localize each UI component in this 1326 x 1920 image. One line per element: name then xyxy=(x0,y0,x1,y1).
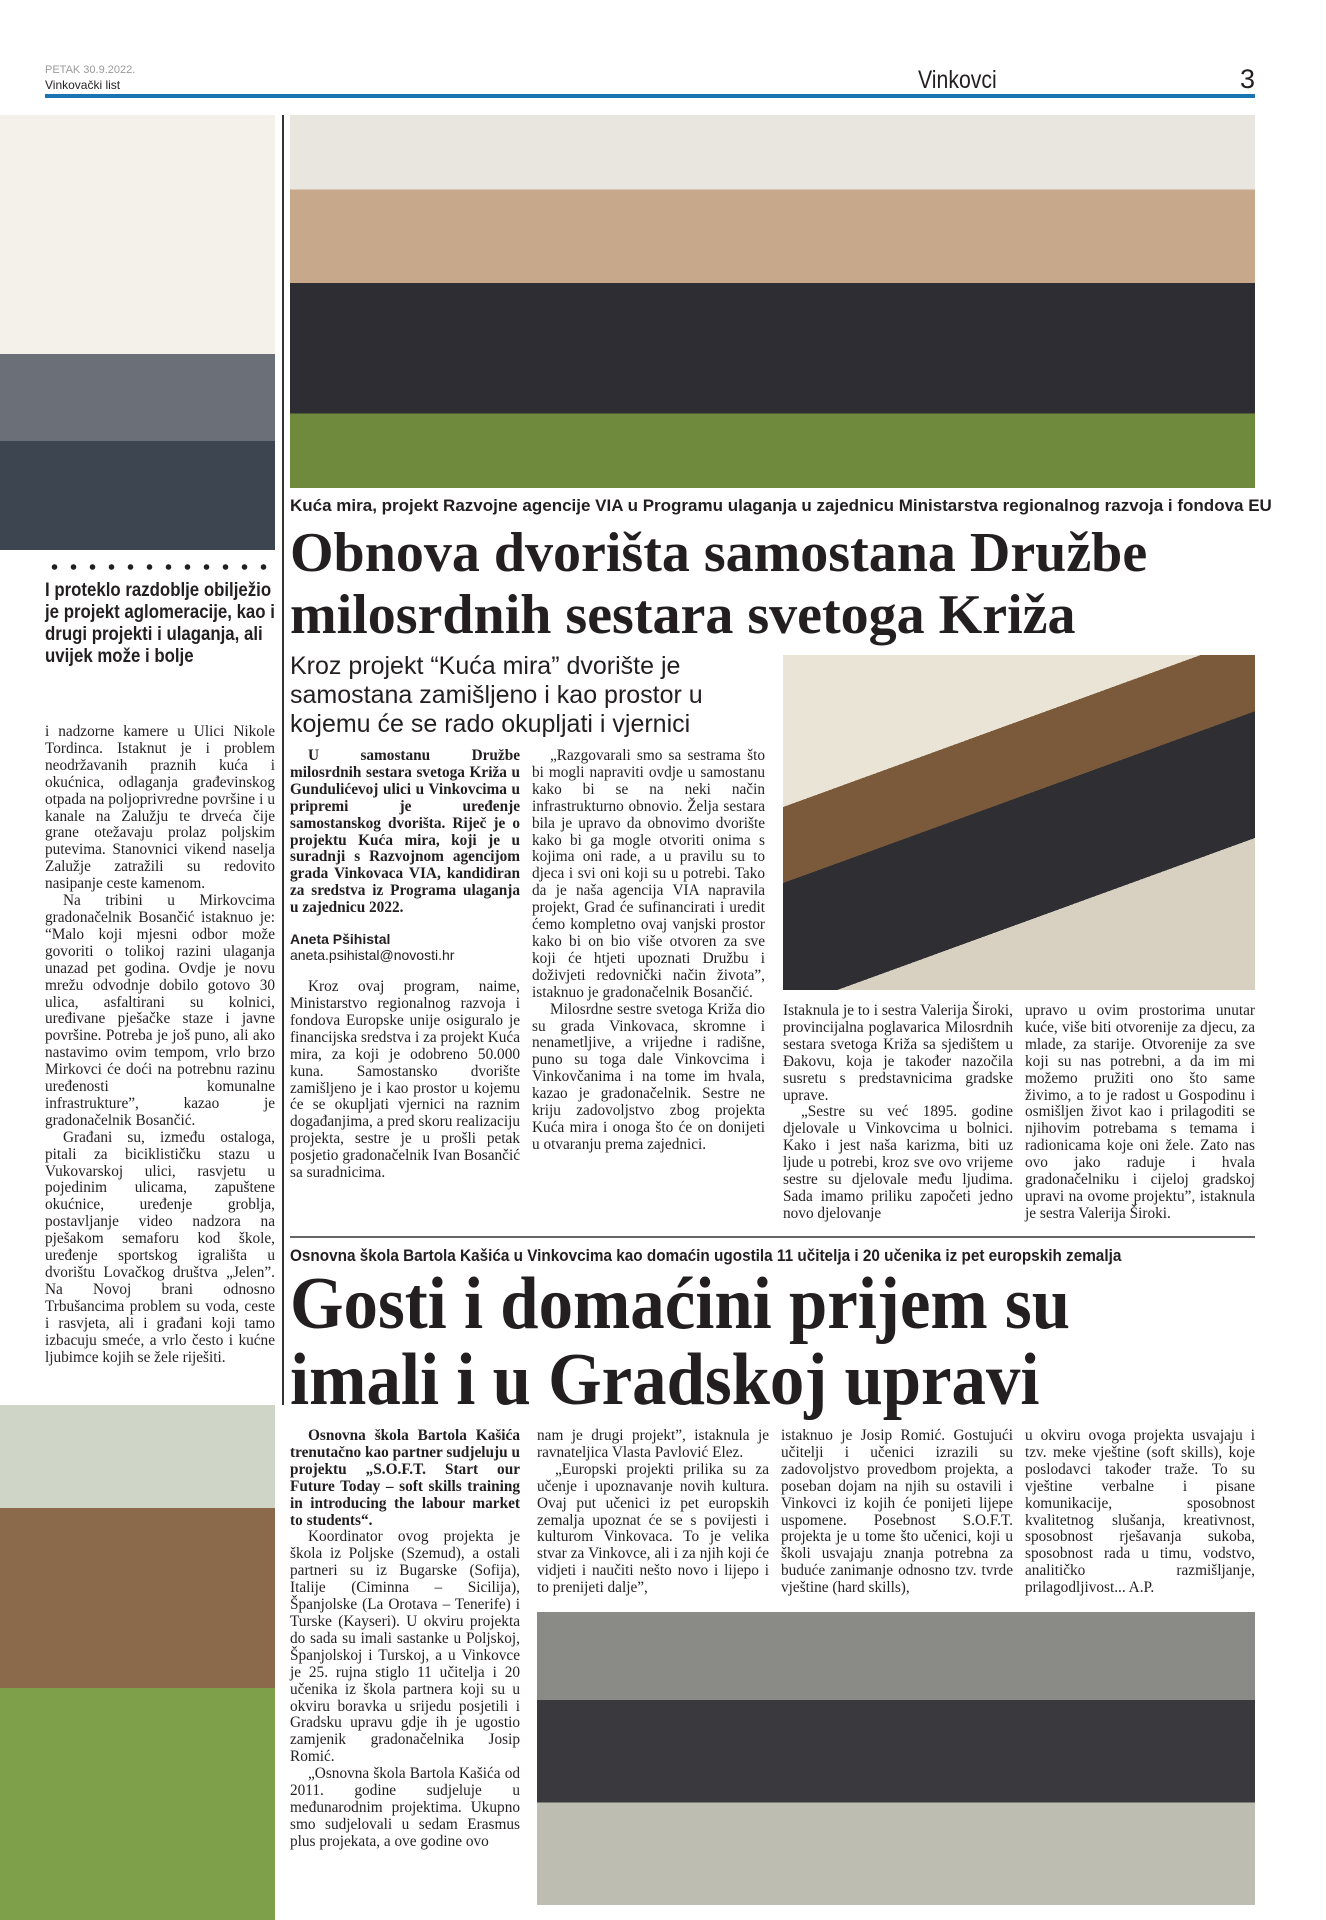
author-email[interactable]: aneta.psihistal@novosti.hr xyxy=(290,947,455,964)
dotted-separator xyxy=(45,560,273,574)
article1-column-3 xyxy=(783,1003,1013,1223)
article2-title xyxy=(290,1263,1220,1421)
paragraph: nam je drugi projekt”, istaknula je ravnateljica Vlasta Pavlović Elez. xyxy=(537,1427,769,1461)
title-line: imali i u Gradskoj upravi xyxy=(290,1339,1040,1421)
paragraph: Na tribini u Mirkovcima gradonačelnik Bosančić istaknuo je: “Malo koji mjesni odbor može govoriti o tolikoj razini ulaganja unazad pet godina. Ovdje je novu mrežu odvodnje dobilo gotovo 30 ulica, asfaltirani su kolnici, uređivane pješačke staze i javne površine. Potreba je još puno, ali ako nastavimo ovim tempom, vrlo brzo Mirkovci će doći na potrebnu razinu uređenosti komunalne infrastrukture”, kazao je gradonačelnik Bosančić. xyxy=(45,892,275,1129)
photo-group-students-teachers xyxy=(537,1612,1255,1905)
article2-column-3 xyxy=(781,1428,1013,1597)
paragraph: „Osnovna škola Bartola Kašića od 2011. godine sudjeluje u međunarodnim projektima. Ukupno smo sudjelovali u sedam Erasmus plus projekata, a ove godine ovo xyxy=(290,1765,520,1850)
photo-convent-meeting xyxy=(783,655,1255,990)
article1-column-2 xyxy=(532,748,765,1154)
paragraph: Istaknula je to i sestra Valerija Široki, provincijalna poglavarica Milosrdnih sestara svetoga Križa sa sjedištem u Đakovu, koja je također nazočila susretu s predstavnicima gradske uprave. xyxy=(783,1002,1013,1104)
left-column-text xyxy=(45,724,275,1366)
article1-column-4 xyxy=(1025,1003,1255,1223)
paragraph: Građani su, između ostaloga, pitali za biciklističku stazu u Vukovarskoj ulici, rasvjetu u pojedinim ulicama, zapuštene okućnice, uređenje groblja, postavljanje video nadzora na pješakom semaforu kod škole, uređenje sportskog igrališta u dvorištu Lovačkog društva „Jelen”. Na Novoj brani odnosno Trbušancima problem su voda, ceste i rasvjeta, ali i građani koji tamo izbacuju smeće, a vrlo često i kućne ljubimce kojih se žele riješiti. xyxy=(45,1128,275,1366)
photo-sisters-courtyard xyxy=(290,115,1255,488)
paragraph: Koordinator ovog projekta je škola iz Poljske (Szemud), a ostali partneri su iz Bugarske (Sofija), Italije (Ciminna – Sicilija), Španjolske (La Orotava – Tenerife) i Turske (Kayseri). U okviru projekta do sada su imali sastanke u Poljskoj, Španjolskoj i Turskoj, a u Vinkovce je 25. rujna stiglo 11 učitelja i 20 učenika iz škola partnera koji su u okviru boravka u srijedu posjetili i Gradsku upravu gdje ih je ugostio zamjenik gradonačelnika Josip Romić. xyxy=(290,1528,520,1766)
paragraph: i nadzorne kamere u Ulici Nikole Tordinca. Istaknut je i problem neodržavanih praznih kuća i okućnica, odlaganja građevinskog otpada na poljoprivredne površine i u kanale na Zalužju te drveća čije grane otežavaju prolaz poljskim putevima. Stanovnici vikend naselja Zalužje zatražili su redovito nasipanje ceste kamenom. xyxy=(45,723,275,893)
paragraph: Milosrdne sestre svetoga Križa dio su grada Vinkovaca, skromne i nenametljive, a vrijedne i radišne, puno su toga dale Vinkovcima i Vinkovčanima i na tome im hvala, kazao je gradonačelnik. Sestre ne kriju zadovoljstvo zbog projekta Kuća mira i onoga što će on donijeti u otvaranju prema zajednici. xyxy=(532,1000,765,1153)
paragraph: upravo u ovim prostorima unutar kuće, više biti otvorenije za djecu, za mlade, za starije. Otvorenije za sve koji su nas potrebni, a da im mi možemo pružiti ono što same živimo, a to je radost u Gospodinu i osmišljen život kao i prilagoditi se njihovim potrebama s temama i radionicama koje oni žele. Zato nas ovo jako raduje i hvala gradonačelniku i cijeloj gradskoj upravi na ovome projektu”, istaknula je sestra Valerija Široki. xyxy=(1025,1002,1255,1222)
header-rule xyxy=(45,94,1255,98)
column-divider xyxy=(282,115,284,1405)
article1-lead: U samostanu Družbe milosrdnih sestara svetoga Križa u Gundulićevoj ulici u Vinkovcima u pripremi je uređenje samostanskog dvorišta. Riječ je o projektu Kuća mira, koji je u suradnji s Razvojnom agencijom grada Vinkovaca VIA, kandidiran za sredstva iz Programa ulaganja u zajednicu 2022. xyxy=(290,747,520,917)
article-separator xyxy=(290,1236,1255,1238)
paragraph: u okviru ovoga projekta usvajaju i tzv. meke vještine (soft skills), koje poslodavci također traže. To su vještine verbalne i pisane komunikacije, sposobnost kvalitetnog slušanja, kreativnost, sposobnost rješavanja sukoba, sposobnost rada u timu, vodstvo, analitičko razmišljanje, prilagodljivost... A.P. xyxy=(1025,1427,1255,1597)
issue-date: PETAK 30.9.2022. xyxy=(45,64,136,76)
paragraph: „Razgovarali smo sa sestrama što bi mogli napraviti ovdje u samostanu kako bi se na neki način infrastrukturno obnovio. Želja sestara bila je upravo da obnovimo dvorište kako bi ga mogle otvoriti onima s kojima oni rade, a u pravilu su to djeca i svi oni koji su u potrebi. Tako da je naša agencija VIA napravila projekt, Grad će sufinancirati i uredit ćemo kompletno ovaj vanjski prostor kako bi on bio više otvoren za sve koji će htjeti upoznati Družbu i doživjeti redovnički način života”, istaknuo je gradonačelnik Bosančić. xyxy=(532,747,765,1001)
photo-tribune-attendees xyxy=(0,115,275,550)
article1-kicker: Kuća mira, projekt Razvojne agencije VIA u Programu ulaganja u zajednicu Ministarstva regionalnog razvoja i fondova EU xyxy=(290,496,1272,515)
paragraph: „Europski projekti prilika su za učenje i upoznavanje novih kultura. Ovaj put učenici iz pet europskih zemalja upoznat će se s povijesti i kulturom Vinkovaca. To je velika stvar za Vinkovce, ali i za njih koji će vidjeti i naučiti nešto novo i lijepo i to prenijeti dalje”, xyxy=(537,1460,769,1597)
author-name: Aneta Pšihistal xyxy=(290,931,391,948)
article1-deck: Kroz projekt “Kuća mira” dvorište je samostana zamišljeno i kao prostor u kojemu će se rado okupljati i vjernici xyxy=(290,652,703,738)
page-number: 3 xyxy=(1240,64,1256,94)
article2-column-4 xyxy=(1025,1428,1255,1597)
paragraph: „Sestre su već 1895. godine djelovale u Vinkovcima u bolnici. Kako i jest naša karizma, biti uz ljude u potrebi, kroz sve ovo vrijeme sestre su djelovale među ljudima. Sada imamo priliku započeti jedno novo djelovanje xyxy=(783,1103,1013,1222)
photo-playground xyxy=(0,1405,275,1920)
newspaper-name: Vinkovački list xyxy=(45,78,121,92)
paragraph: istaknuo je Josip Romić. Gostujući učitelji i učenici izrazili su zadovoljstvo provedbom projekta, a poseban dojam na njih su ostavili i Vinkovci iz kojih će ponijeti lijepe uspomene. Posebnost S.O.F.T. projekta je u tome što učenici, koji u školi usvajaju znanja potrebna za buduće zanimanje odnosno tzv. tvrde vještine (hard skills), xyxy=(781,1427,1013,1597)
article2-kicker: Osnovna škola Bartola Kašića u Vinkovcima kao domaćin ugostila 11 učitelja i 20 učenika iz pet europskih zemalja xyxy=(290,1246,1122,1265)
article1-title: Obnova dvorišta samostana Družbe milosrdnih sestara svetoga Križa xyxy=(290,522,1148,646)
article2-column-1 xyxy=(290,1428,520,1851)
article1-column-1 xyxy=(290,748,520,1182)
paragraph: Kroz ovaj program, naime, Ministarstvo regionalnog razvoja i fondova Europske unije osiguralo je financijska sredstva i za projekt Kuća mira, za koji je odobreno 50.000 kuna. Samostansko dvorište zamišljeno je i kao prostor u kojemu će se okupljati vjernici na raznim događanjima, a pred skoru realizaciju projekta, sestre je u prošli petak posjetio gradonačelnik Ivan Bosančić sa suradnicima. xyxy=(290,978,520,1182)
section-title: Vinkovci xyxy=(918,66,997,94)
article2-column-2 xyxy=(537,1428,769,1597)
side-headline: I proteklo razdoblje obilježio je projekt aglomeracije, kao i drugi projekti i ulaganja, ali uvijek može i bolje xyxy=(45,580,275,667)
title-line: Gosti i domaćini prijem su xyxy=(290,1263,1070,1345)
article2-lead: Osnovna škola Bartola Kašića trenutačno kao partner sudjeluju u projektu „S.O.F.T. Start our Future Today – soft skills training in introducing the labour market to students“. xyxy=(290,1427,520,1529)
